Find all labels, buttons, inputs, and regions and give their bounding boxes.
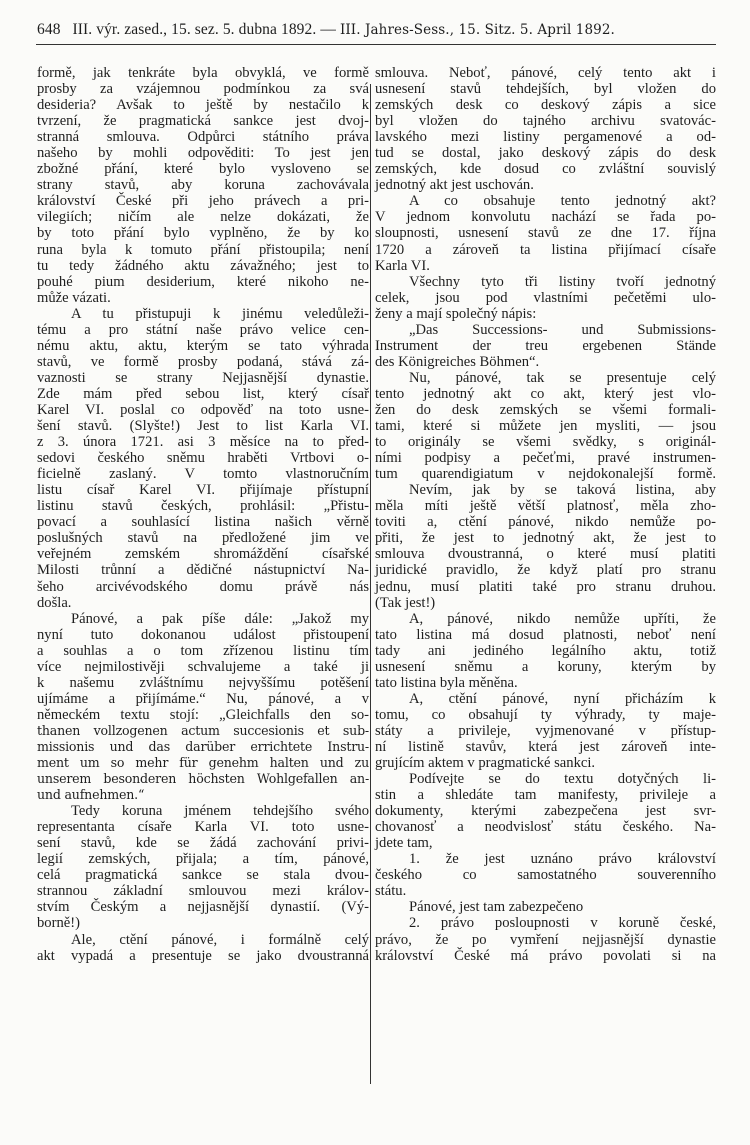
text-line: ficielně zaslaný. V tomto vlastnoručním xyxy=(37,466,369,483)
text-line: unserem besonderen höchsten Wohlgefallen an- xyxy=(37,771,369,787)
text-line: našeho by mohli odpověditi: To jest jen xyxy=(37,145,369,162)
text-line: strannou základní smlouvou mezi králov- xyxy=(37,883,369,900)
text-line: Instrument der treu ergebenen Stände xyxy=(375,337,716,354)
text-line: borně!) xyxy=(37,915,80,932)
text-line: ními podpisy a pečeťmi, pravé instrumen- xyxy=(375,450,716,467)
text-line: Karla VI. xyxy=(375,257,430,274)
text-line: tému a pro státní naše právo velice cen- xyxy=(37,321,369,338)
text-line: tato listina má dosud platnosti, neboť není xyxy=(375,626,716,643)
text-line: jednu, musí platiti také pro stranu druhou. xyxy=(375,578,716,595)
text-line: desideria? Avšak to ještě by nestačilo k xyxy=(37,97,369,114)
text-line: Všechny tyto tři listiny tvoří jednotný xyxy=(409,273,716,290)
text-line: tady ani jediného legálního aktu, totiž xyxy=(375,642,716,659)
text-line: sení stavů, kde se žádá zachování privi- xyxy=(37,835,369,852)
text-line: stavů, ve formě prosby podaná, stává zá- xyxy=(37,353,369,370)
text-line: juridické pravidlo, že když platí pro stranu xyxy=(375,562,716,579)
text-line: stin a shledáte tam manifesty, privileje a xyxy=(375,787,716,804)
text-line: Podívejte se do textu dotyčných li- xyxy=(409,771,716,788)
text-line: smlouva dvoustranná, o které musí platiti xyxy=(375,546,716,563)
text-line: z 3. února 1721. asi 3 měsíce na to před- xyxy=(37,434,369,451)
text-line: království České při jeho právech a pri- xyxy=(37,193,369,210)
page-number: 648 xyxy=(37,21,61,38)
text-line: toviti a, ctění pánové, nikdo nemůže po- xyxy=(375,514,716,531)
text-line: strany stavů, aby koruna zachovávala xyxy=(37,177,369,194)
text-line: tu tedy žádného aktu závažného; jest to xyxy=(37,257,369,274)
text-line: ujímáme a přijímáme.“ Nu, pánové, a v xyxy=(37,690,369,707)
text-line: veřejném zemském shromáždění císařské xyxy=(37,546,369,563)
text-line: sloupnosti, usnesení stavů ze dne 17. října xyxy=(375,225,716,242)
text-line: vaznosti se strany Nejjasnější dynastie. xyxy=(37,369,369,386)
text-line: runa byla k tomuto přání přistoupila; není xyxy=(37,241,369,258)
text-line: prosby za vzájemnou podmínkou za svá xyxy=(37,81,369,98)
text-line: legií zemských, přijala; a tím, pánové, xyxy=(37,851,369,868)
text-line: by toto přání bylo vyplněno, že by ko xyxy=(37,225,369,242)
text-line: a souhlas a o tom zřízenou listinu tím xyxy=(37,642,369,659)
text-line: šení stavů. (Slyšte!) Jest to list Karla VI. xyxy=(37,418,369,435)
text-line: ment um so mehr für genehm halten und zu xyxy=(37,755,369,771)
header-rule xyxy=(36,44,716,45)
text-line: A tu přistupuji k jinému veledůleži- xyxy=(71,305,369,322)
text-line: Milosti trůnní a dědičné nástupnictví Na- xyxy=(37,562,369,579)
text-line: A, pánové, nikdo nemůže upříti, že xyxy=(409,610,716,627)
text-line: jdete tam, xyxy=(375,835,433,852)
text-line: vilegiích; ničím ale nelze dokázati, že xyxy=(37,209,369,226)
text-line: tato listina byla měněna. xyxy=(375,674,518,691)
text-line: zemských, kde dosud co zvláštní souvislý xyxy=(375,161,716,178)
text-line: pouhé pium desiderium, které nikoho ne- xyxy=(37,273,369,290)
text-line: nyní tuto dokonanou událost přistoupení xyxy=(37,626,369,643)
text-line: došla. xyxy=(37,594,72,611)
text-line: to originály se všemi svědky, s originál- xyxy=(375,434,716,451)
text-line: grujícím aktem v pragmatické sankci. xyxy=(375,755,596,772)
text-line: tud se dostal, jako deskový zápis do desk xyxy=(375,145,716,162)
text-line: tami, které si můžete jen mysliti, — jsou xyxy=(375,418,716,435)
running-header xyxy=(37,21,714,41)
header-separator: — xyxy=(320,21,336,38)
text-line: dokumenty, kterými zabezpečena jest svr- xyxy=(375,803,716,820)
text-line: šeho arcivévodského domu právě nás xyxy=(37,578,369,595)
text-line: českého co samostatného souverenního xyxy=(375,867,716,884)
text-line: V jednom konvolutu nachází se řada po- xyxy=(375,209,716,226)
text-line: celek, jsou pod vlastními pečetěmi ulo- xyxy=(375,289,716,306)
text-line: thanen vollzogenen actum succesionis et sub- xyxy=(37,722,369,738)
text-line: 2. právo posloupnosti v koruně české, xyxy=(409,915,716,932)
text-line: Ale, ctění pánové, i formálně celý xyxy=(71,931,369,948)
text-line: representanta císaře Karla VI. toto usne- xyxy=(37,819,369,836)
text-line: nému aktu, aktu, kterým se tato výhrada xyxy=(37,337,369,354)
text-line: Nevím, jak by se taková listina, aby xyxy=(409,482,716,499)
text-line: státu. xyxy=(375,883,407,900)
text-line: stvím Českým a nejjasnější dynastií. (Vý- xyxy=(37,899,369,916)
text-line: lavského mezi listiny pergamenové a od- xyxy=(375,129,716,146)
text-line: missionis und das darüber errichtete Instru- xyxy=(37,738,369,754)
text-line: Pánové, jest tam zabezpečeno xyxy=(409,899,584,916)
text-line: tum quarendigiatum v nejdokonalejší formě. xyxy=(375,466,716,483)
text-line: sedovi českého sněmu hraběti Vrtbovi o- xyxy=(37,450,369,467)
text-line: ženy a mají společný nápis: xyxy=(375,305,537,322)
text-line: usnesení stavů tehdejších, byl vložen do xyxy=(375,81,716,98)
text-line: zbožné přání, které bylo vysloveno se xyxy=(37,161,369,178)
column-divider xyxy=(370,84,371,1084)
text-line: poslušných stavů na předložené jim ve xyxy=(37,530,369,547)
text-line: měla míti ještě větší platnosť, měla zho- xyxy=(375,498,716,515)
text-line: chovanosť a neodvislosť státu českého. Na- xyxy=(375,819,716,836)
text-line: formě, jak tenkráte byla obvyklá, ve formě xyxy=(37,65,369,81)
text-line: celá pragmatická sankce se stala dvou- xyxy=(37,867,369,884)
text-line: smlouva. Neboť, pánové, celý tento akt i xyxy=(375,65,716,81)
text-line: Pánové, a pak píše dále: „Jakož my xyxy=(71,610,369,627)
text-line: Karel VI. poslal co odpověď na toto usne- xyxy=(37,401,369,418)
text-line: státy a privileje, vyjmenované v přístup- xyxy=(375,722,716,739)
text-line: A, ctění pánové, nyní přicházím k xyxy=(409,690,716,707)
text-line: 1. že jest uznáno právo království xyxy=(409,851,716,868)
text-line: byl vložen do tajného archivu svatovác- xyxy=(375,113,716,130)
text-line: Tedy koruna jménem tehdejšího svého xyxy=(71,803,369,820)
text-line: akt vypadá a presentuje se jako dvoustranná xyxy=(37,947,369,964)
text-line: tomu, co obsahují ty výhrady, ty maje- xyxy=(375,706,716,723)
text-line: k našemu zvláštnímu nejvyššímu potěšení xyxy=(37,674,369,691)
left-column xyxy=(37,65,369,964)
text-line: des Königreiches Böhmen“. xyxy=(375,353,540,370)
text-line: povací a souhlasící listina našich věrně xyxy=(37,514,369,531)
text-line: království České má právo povolati si na xyxy=(375,947,716,964)
text-line: tento jednotný akt co akt, který jest vlo- xyxy=(375,385,716,402)
text-line: žen do desk zemských se všemi formali- xyxy=(375,401,716,418)
text-line: usnesení sněmu a koruny, kterým by xyxy=(375,658,716,675)
text-line: 1720 a zároveň ta listina přijímací císaře xyxy=(375,241,716,258)
text-line: německém textu stojí: „Gleichfalls den so- xyxy=(37,706,369,723)
text-line: (Tak jest!) xyxy=(375,594,436,611)
right-column xyxy=(375,65,716,964)
text-line: jednotný akt jest uschován. xyxy=(375,177,534,194)
text-line: přiti, že jest to jednotný akt, že jest to xyxy=(375,530,716,547)
text-line: Nu, pánové, tak se presentuje celý xyxy=(409,369,716,386)
text-line: „Das Successions- und Submissions- xyxy=(409,321,716,338)
text-line: může vázati. xyxy=(37,289,111,306)
czech-session-heading: III. výr. zased., 15. sez. 5. dubna 1892. xyxy=(72,21,317,38)
text-line: und aufnehmen.“ xyxy=(37,787,145,803)
text-line: zemských desk co deskový zápis a sice xyxy=(375,97,716,114)
text-line: ní listině stavův, která jest zároveň inte- xyxy=(375,738,716,755)
text-line: tvrzení, že pragmatická sankce jest dvoj- xyxy=(37,113,369,130)
text-line: stranná smlouva. Odpůrci státního práva xyxy=(37,129,369,146)
text-line: A co obsahuje tento jednotný akt? xyxy=(409,193,716,210)
text-line: listinu stavů českých, prohlásil: „Přistu- xyxy=(37,498,369,515)
text-line: Zde mám před sebou list, který císař xyxy=(37,385,369,402)
german-session-heading: III. Jahres-Sess., 15. Sitz. 5. April 1892. xyxy=(339,22,615,38)
text-line: listu císař Karel VI. přijímaje přístupní xyxy=(37,482,369,499)
text-line: více nejmilostivěji schvalujeme a také ji xyxy=(37,658,369,675)
text-line: právo, že po vymření nejjasnější dynastie xyxy=(375,931,716,948)
